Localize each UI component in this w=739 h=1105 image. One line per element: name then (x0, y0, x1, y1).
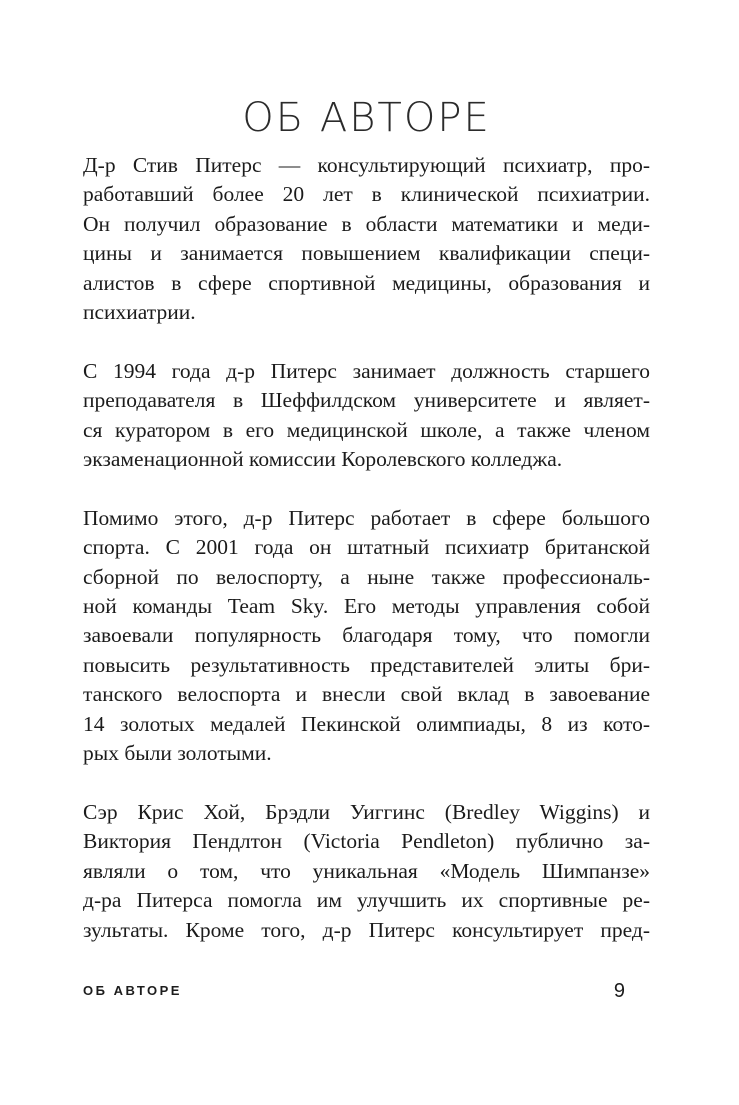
page-title: ОБ АВТОРЕ (242, 95, 491, 141)
paragraph (83, 798, 650, 945)
text-line: являли о том, что уникальная «Модель Шимпанзе» (83, 858, 650, 883)
page-number: 9 (613, 980, 625, 1002)
text-line: сборной по велоспорту, а ныне также профессиональ- (83, 564, 650, 589)
text-line: зультаты. Кроме того, д-р Питерс консультирует пред- (83, 917, 650, 942)
text-line: завоевали популярность благодаря тому, что помогли (83, 623, 650, 648)
text-line: Сэр Крис Хой, Брэдли Уиггинс (Bredley Wiggins) и (83, 799, 650, 824)
text-line: д-ра Питерса помогла им улучшить их спортивные ре- (83, 888, 650, 913)
text-line: преподавателя в Шеффилдском университете и являет- (83, 388, 650, 413)
text-line: спорта. С 2001 года он штатный психиатр британской (83, 535, 650, 560)
body-text (83, 151, 650, 974)
paragraph (83, 504, 650, 769)
paragraph (83, 151, 650, 327)
text-line: экзаменационной комиссии Королевского колледжа. (83, 447, 563, 472)
text-line: повысить результативность представителей элиты бри- (83, 652, 650, 677)
text-line: С 1994 года д-р Питерс занимает должность старшего (83, 358, 650, 383)
text-line: алистов в сфере спортивной медицины, образования и (83, 270, 650, 295)
text-line: работавший более 20 лет в клинической психиатрии. (83, 182, 650, 207)
text-line: психиатрии. (83, 300, 196, 325)
text-line: танского велоспорта и внесли свой вклад в завоевание (83, 682, 650, 707)
text-line: 14 золотых медалей Пекинской олимпиады, 8 из кото- (83, 711, 650, 736)
text-line: Виктория Пендлтон (Victoria Pendleton) публично за- (83, 829, 650, 854)
text-line: Он получил образование в области математики и меди- (83, 211, 650, 236)
text-line: ся куратором в его медицинской школе, а также членом (83, 417, 650, 442)
page-footer (83, 980, 650, 1007)
text-line: Помимо этого, д-р Питерс работает в сфере большого (83, 505, 650, 530)
text-line: цины и занимается повышением квалификации специ- (83, 241, 650, 266)
text-line: Д-р Стив Питерс — консультирующий психиатр, про- (83, 153, 650, 177)
paragraph (83, 357, 650, 475)
running-head: ОБ АВТОРЕ (83, 983, 182, 998)
text-line: ной команды Team Sky. Его методы управления собой (83, 594, 650, 619)
text-line: рых были золотыми. (83, 741, 272, 766)
